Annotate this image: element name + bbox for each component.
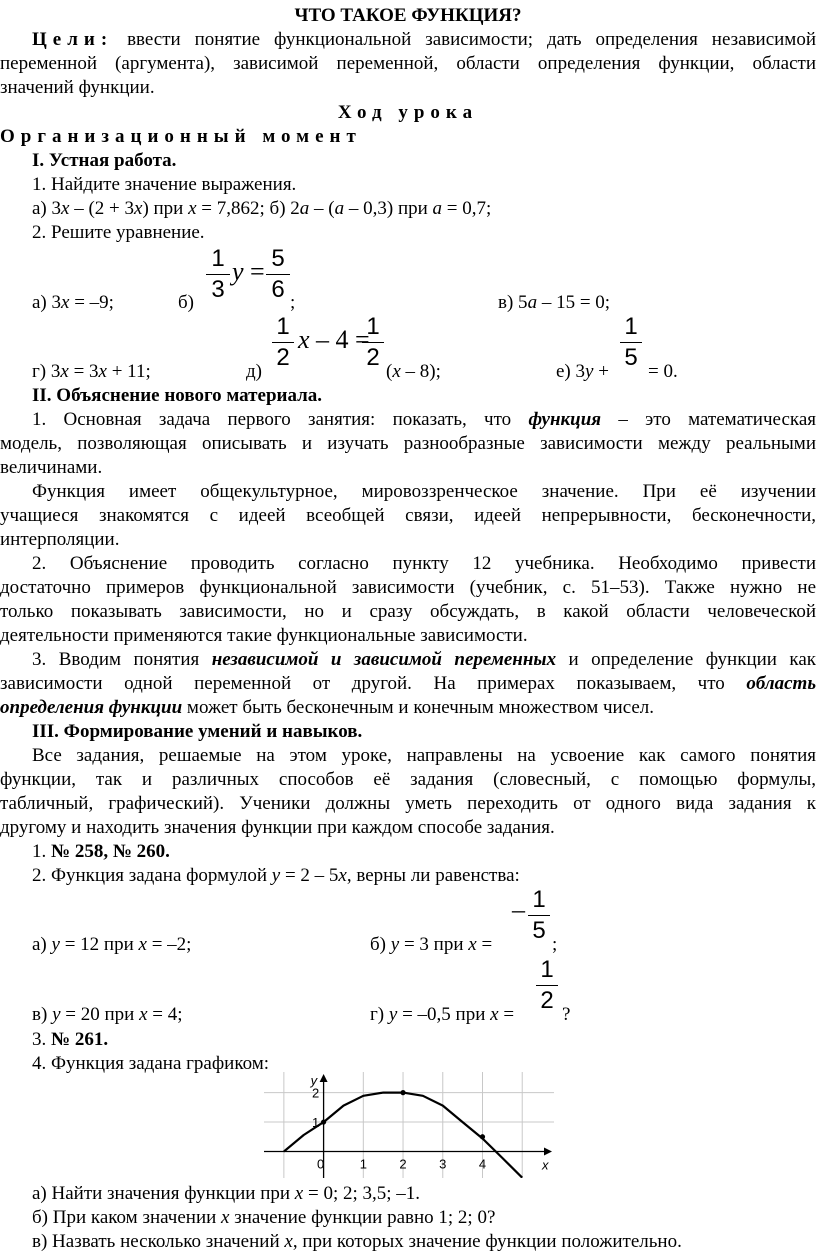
part2-p1-line3: величинами. (0, 457, 103, 478)
y-tick-label: 2 (311, 1085, 320, 1101)
part2-p4-line2: зависимости одной переменной от другой. На примерах показываем, что область (0, 673, 816, 694)
fraction-five-sixths: 5 6 (266, 246, 290, 303)
part2-heading: II. Объяснение нового материала. (32, 385, 323, 406)
part2-p4-line1: 3. Вводим понятия независимой и зависимой переменных и определение функции как (32, 649, 816, 670)
org-heading: Организационный момент (0, 126, 362, 147)
task1-text: 1. Найдите значение выражения. (32, 174, 297, 195)
x-tick-label: 4 (478, 1156, 487, 1172)
fraction-one-fifth: 1 5 (620, 314, 642, 371)
part3-heading: III. Формирование умений и навыков. (32, 721, 363, 742)
question-b: б) При каком значении x значение функции равно 1; 2; 0? (32, 1207, 496, 1228)
equation-b-mid: y = (232, 257, 265, 286)
equation-a: а) 3x = –9; (32, 292, 114, 313)
y-axis-arrow (320, 1074, 328, 1082)
graph-point (480, 1134, 485, 1139)
task2-text: 2. Решите уравнение. (32, 222, 205, 243)
goals-label: Цели: (32, 29, 114, 50)
fraction-one-half-left: 1 2 (272, 314, 294, 371)
equation-v: в) 5a – 15 = 0; (498, 292, 611, 313)
part1-heading: I. Устная работа. (32, 150, 177, 171)
x-tick-label: 0 (316, 1156, 325, 1172)
equality-b: б) y = 3 при x = (370, 934, 493, 955)
x-tick-label: 3 (439, 1156, 447, 1172)
goals-line-3: значений функции. (0, 77, 155, 98)
equation-d-mid: x – 4 = (298, 325, 370, 354)
part2-p3-line3: только показывать зависимости, но и сразу обсуждать, в какой области человеческой (0, 601, 816, 622)
equation-d-label: д) (246, 361, 262, 382)
y-axis-label: y (310, 1073, 318, 1088)
fraction-one-third: 1 3 (206, 246, 230, 303)
part2-p2-line1: Функция имеет общекультурное, мировоззренческое значение. При её изучении (32, 481, 816, 502)
part3-task4: 4. Функция задана графиком: (32, 1053, 270, 1074)
part3-task1: 1. № 258, № 260. (32, 841, 170, 862)
equation-e-tail: = 0. (648, 361, 678, 382)
part2-p2-line3: интерполяции. (0, 529, 120, 550)
x-axis-arrow (544, 1148, 552, 1156)
part3-task3: 3. № 261. (32, 1029, 109, 1050)
minus-sign: – (512, 895, 525, 924)
task1-expression: а) 3x – (2 + 3x) при x = 7,862; б) 2a – (a – 0,3) при a = 0,7; (32, 198, 492, 219)
y-tick-label: 1 (311, 1115, 320, 1131)
equality-g-tail: ? (562, 1004, 571, 1025)
x-axis-label: x (542, 1157, 549, 1173)
fraction-one-half-right: 1 2 (362, 314, 384, 371)
part3-task2: 2. Функция задана формулой y = 2 – 5x, верны ли равенства: (32, 865, 520, 886)
part3-p1-line4: другому и находить значения функции при каждом способе задания. (0, 817, 555, 838)
graph-point (321, 1119, 326, 1124)
part3-p1-line1: Все задания, решаемые на этом уроке, направлены на усвоение как самого понятия (32, 745, 816, 766)
goals-line-1: Цели: ввести понятие функциональной зависимости; дать определения независимой (32, 29, 816, 50)
graph-point (400, 1090, 405, 1095)
lesson-heading: Ход урока (337, 102, 479, 123)
part2-p4-line3: определения функции может быть бесконечным и конечным множеством чисел. (0, 697, 655, 718)
fraction-minus-one-fifth: 1 5 (528, 887, 550, 944)
equality-v: в) y = 20 при x = 4; (32, 1004, 183, 1025)
part2-p2-line2: учащиеся знакомятся с идеей всеобщей связи, идеей непрерывности, бесконечности, (0, 505, 816, 526)
x-tick-label: 2 (399, 1156, 407, 1172)
equality-a: а) y = 12 при x = –2; (32, 934, 192, 955)
part2-p1-line2: модель, позволяющая описывать и изучать разнообразные зависимости между реальными (0, 433, 816, 454)
function-graph (264, 1072, 554, 1178)
fraction-one-half: 1 2 (536, 957, 558, 1014)
equation-g: г) 3x = 3x + 11; (32, 361, 151, 382)
part3-p1-line3: табличный, графический). Ученики должны уметь переходить от одного вида задания к (0, 793, 816, 814)
equation-e: е) 3y + (556, 361, 609, 382)
equality-g: г) y = –0,5 при x = (370, 1004, 515, 1025)
goals-line-2: переменной (аргумента), зависимой переменной, области определения функции, области (0, 53, 816, 74)
part2-p3-line2: достаточно примеров функциональной зависимости (учебник, с. 51–53). Также нужно не (0, 577, 816, 598)
part2-p1-line1: 1. Основная задача первого занятия: показать, что функция – это математическая (32, 409, 816, 430)
equation-d-tail: (x – 8); (386, 361, 441, 382)
part2-p3-line1: 2. Объяснение проводить согласно пункту 12 учебника. Необходимо привести (32, 553, 816, 574)
equation-b-tail: ; (290, 292, 296, 313)
question-a: а) Найти значения функции при x = 0; 2; 3,5; –1. (32, 1183, 421, 1204)
part2-p3-line4: деятельности применяются такие функциональные зависимости. (0, 625, 528, 646)
part3-p1-line2: функции, так и различных способов её задания (словесный, с помощью формулы, (0, 769, 816, 790)
x-tick-label: 1 (359, 1156, 367, 1172)
equation-b-label: б) (178, 292, 194, 313)
question-v: в) Назвать несколько значений x, при которых значение функции положительно. (32, 1231, 682, 1252)
page-title: ЧТО ТАКОЕ ФУНКЦИЯ? (294, 5, 522, 26)
equality-b-tail: ; (552, 934, 558, 955)
